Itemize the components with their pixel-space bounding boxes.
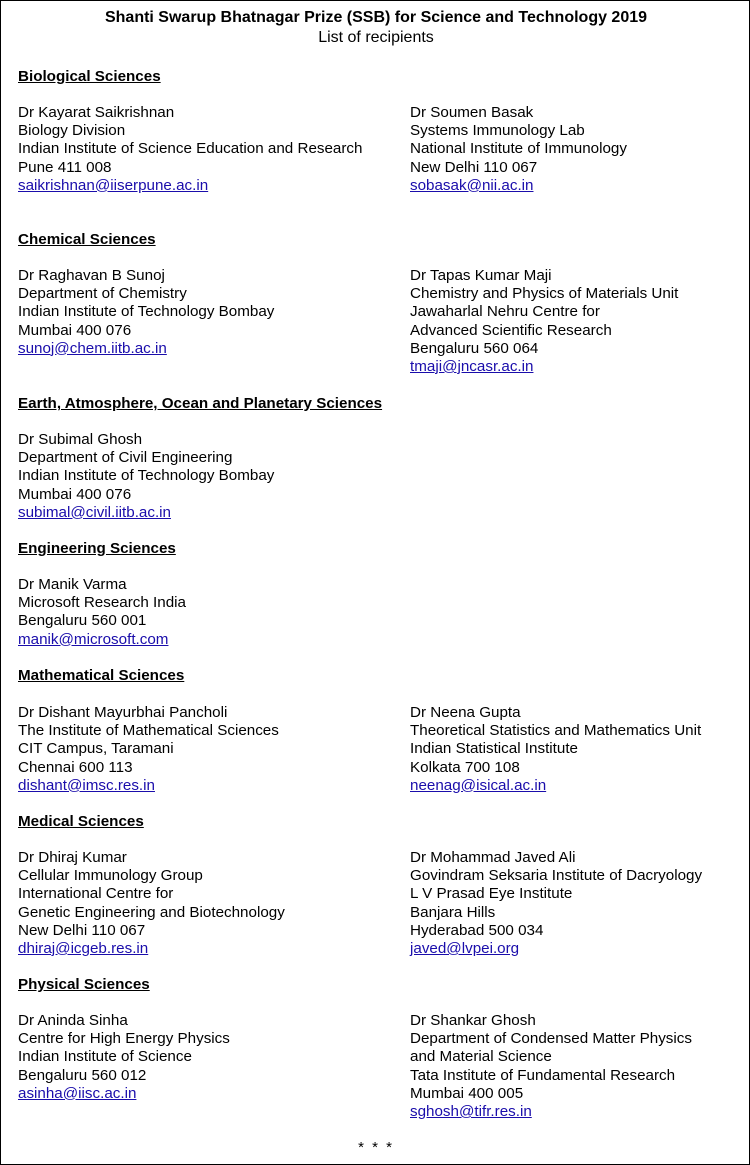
recipient-dhiraj-kumar xyxy=(18,849,285,958)
document-subtitle: List of recipients xyxy=(318,29,434,46)
recipient-email-link[interactable]: subimal@civil.iitb.ac.in xyxy=(18,503,171,521)
section-heading-chemical-sciences: Chemical Sciences xyxy=(18,231,156,248)
recipient-kayarat-saikrishnan xyxy=(18,104,362,195)
recipient-address-line: L V Prasad Eye Institute xyxy=(410,885,573,903)
recipient-name: Dr Mohammad Javed Ali xyxy=(410,849,576,866)
recipient-address-line: Indian Institute of Science xyxy=(18,1048,192,1066)
recipient-tapas-kumar-maji xyxy=(410,267,678,376)
recipient-email-link[interactable]: sobasak@nii.ac.in xyxy=(410,176,534,194)
recipient-address-line: Bengaluru 560 012 xyxy=(18,1066,147,1084)
recipient-name: Dr Tapas Kumar Maji xyxy=(410,267,552,284)
recipient-address-line: Microsoft Research India xyxy=(18,594,186,612)
recipient-address-line: Department of Chemistry xyxy=(18,285,187,303)
recipient-email-link[interactable]: asinha@iisc.ac.in xyxy=(18,1084,137,1102)
recipient-address-line: Hyderabad 500 034 xyxy=(410,921,544,939)
end-of-list-marker: * * * xyxy=(358,1139,394,1156)
recipient-address-line: Mumbai 400 005 xyxy=(410,1084,524,1102)
recipient-name: Dr Kayarat Saikrishnan xyxy=(18,104,175,121)
recipient-name: Dr Aninda Sinha xyxy=(18,1012,128,1029)
recipient-address-line: New Delhi 110 067 xyxy=(410,158,538,176)
recipient-address-line: Bengaluru 560 064 xyxy=(410,339,539,357)
section-heading-biological-sciences: Biological Sciences xyxy=(18,68,161,85)
recipient-soumen-basak xyxy=(410,104,627,195)
recipient-address-line: Indian Institute of Science Education and Research xyxy=(18,140,363,158)
recipient-email-link[interactable]: dishant@imsc.res.in xyxy=(18,776,155,794)
recipient-name: Dr Shankar Ghosh xyxy=(410,1012,536,1029)
recipient-email-link[interactable]: saikrishnan@iiserpune.ac.in xyxy=(18,176,209,194)
recipient-address-line: Mumbai 400 076 xyxy=(18,485,132,503)
recipient-address-line: Theoretical Statistics and Mathematics Unit xyxy=(410,722,702,740)
recipient-name: Dr Raghavan B Sunoj xyxy=(18,267,165,284)
recipient-dishant-mayurbhai-pancholi xyxy=(18,704,279,795)
recipient-name: Dr Dhiraj Kumar xyxy=(18,849,127,866)
recipient-name: Dr Manik Varma xyxy=(18,576,127,593)
recipient-address-line: Department of Condensed Matter Physics xyxy=(410,1030,692,1048)
recipient-email-link[interactable]: sunoj@chem.iitb.ac.in xyxy=(18,339,167,357)
recipient-email-link[interactable]: neenag@isical.ac.in xyxy=(410,776,547,794)
recipient-aninda-sinha xyxy=(18,1012,230,1103)
recipient-name: Dr Dishant Mayurbhai Pancholi xyxy=(18,704,228,721)
recipient-address-line: Centre for High Energy Physics xyxy=(18,1030,230,1048)
recipient-address-line: International Centre for xyxy=(18,885,174,903)
recipient-email-link[interactable]: tmaji@jncasr.ac.in xyxy=(410,357,534,375)
recipient-address-line: Bengaluru 560 001 xyxy=(18,612,147,630)
recipient-address-line: Banjara Hills xyxy=(410,903,496,921)
recipient-address-line: Department of Civil Engineering xyxy=(18,449,233,467)
section-heading-physical-sciences: Physical Sciences xyxy=(18,976,150,993)
recipient-address-line: and Material Science xyxy=(410,1048,552,1066)
recipient-address-line: Govindram Seksaria Institute of Dacryology xyxy=(410,867,703,885)
recipient-address-line: Indian Institute of Technology Bombay xyxy=(18,303,275,321)
recipient-name: Dr Subimal Ghosh xyxy=(18,431,143,448)
recipient-address-line: Advanced Scientific Research xyxy=(410,321,612,339)
recipient-manik-varma xyxy=(18,576,186,649)
recipient-mohammad-javed-ali xyxy=(410,849,702,958)
recipient-address-line: Systems Immunology Lab xyxy=(410,122,585,140)
recipient-email-link[interactable]: sghosh@tifr.res.in xyxy=(410,1102,532,1120)
recipient-name: Dr Neena Gupta xyxy=(410,704,521,721)
recipient-address-line: Tata Institute of Fundamental Research xyxy=(410,1066,676,1084)
document-title: Shanti Swarup Bhatnagar Prize (SSB) for Science and Technology 2019 xyxy=(104,9,648,26)
section-heading-earth-sciences: Earth, Atmosphere, Ocean and Planetary Sciences xyxy=(18,395,383,412)
recipient-shankar-ghosh xyxy=(410,1012,692,1121)
recipient-subimal-ghosh xyxy=(18,431,274,522)
section-heading-mathematical-sciences: Mathematical Sciences xyxy=(18,667,185,684)
recipient-address-line: CIT Campus, Taramani xyxy=(18,740,174,758)
recipient-neena-gupta xyxy=(410,704,701,795)
recipient-address-line: Biology Division xyxy=(18,122,126,140)
recipient-address-line: Cellular Immunology Group xyxy=(18,867,203,885)
recipient-address-line: Chemistry and Physics of Materials Unit xyxy=(410,285,679,303)
recipient-email-link[interactable]: dhiraj@icgeb.res.in xyxy=(18,939,149,957)
recipient-address-line: Mumbai 400 076 xyxy=(18,321,132,339)
recipient-address-line: Pune 411 008 xyxy=(18,158,112,176)
recipient-address-line: Chennai 600 113 xyxy=(18,758,133,776)
recipient-address-line: The Institute of Mathematical Sciences xyxy=(18,722,279,740)
section-heading-engineering-sciences: Engineering Sciences xyxy=(18,540,176,557)
recipient-address-line: Kolkata 700 108 xyxy=(410,758,520,776)
recipient-email-link[interactable]: javed@lvpei.org xyxy=(410,939,520,957)
recipient-address-line: New Delhi 110 067 xyxy=(18,921,146,939)
section-heading-medical-sciences: Medical Sciences xyxy=(18,813,144,830)
recipient-raghavan-b-sunoj xyxy=(18,267,274,358)
recipient-address-line: Indian Institute of Technology Bombay xyxy=(18,467,275,485)
recipient-address-line: National Institute of Immunology xyxy=(410,140,627,158)
recipient-address-line: Indian Statistical Institute xyxy=(410,740,578,758)
recipient-address-line: Genetic Engineering and Biotechnology xyxy=(18,903,285,921)
recipient-name: Dr Soumen Basak xyxy=(410,104,534,121)
recipient-email-link[interactable]: manik@microsoft.com xyxy=(18,630,169,648)
recipient-address-line: Jawaharlal Nehru Centre for xyxy=(410,303,600,321)
